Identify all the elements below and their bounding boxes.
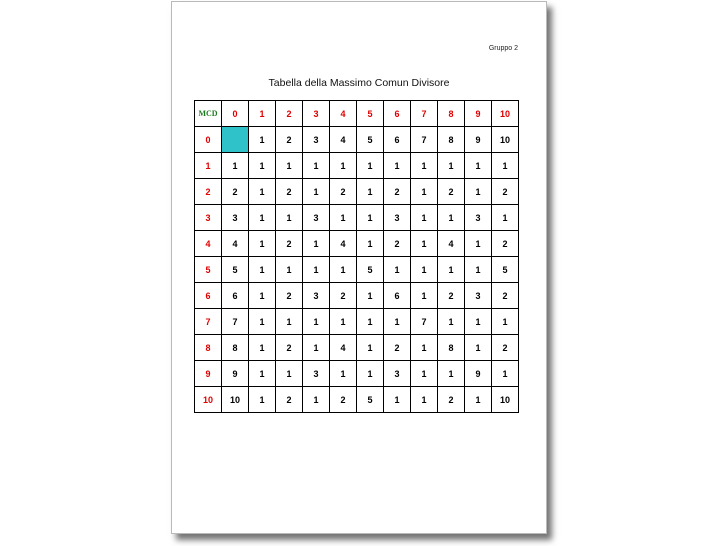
table-cell: 1 bbox=[411, 179, 438, 205]
row-header: 7 bbox=[195, 309, 222, 335]
gcd-table bbox=[194, 100, 519, 413]
table-cell: 2 bbox=[384, 231, 411, 257]
table-cell: 3 bbox=[303, 205, 330, 231]
table-cell: 2 bbox=[330, 179, 357, 205]
table-cell: 2 bbox=[276, 335, 303, 361]
table-cell: 3 bbox=[384, 361, 411, 387]
table-cell: 1 bbox=[303, 231, 330, 257]
table-cell: 1 bbox=[249, 387, 276, 413]
column-header: 2 bbox=[276, 101, 303, 127]
table-cell: 2 bbox=[492, 179, 519, 205]
table-cell: 5 bbox=[222, 257, 249, 283]
corner-label: MCD bbox=[195, 101, 222, 127]
table-row bbox=[195, 231, 519, 257]
table-cell: 1 bbox=[249, 205, 276, 231]
table-cell: 1 bbox=[357, 309, 384, 335]
table-cell: 1 bbox=[438, 257, 465, 283]
table-cell: 2 bbox=[222, 179, 249, 205]
table-cell: 5 bbox=[357, 257, 384, 283]
table-cell: 1 bbox=[249, 127, 276, 153]
table-cell: 9 bbox=[465, 127, 492, 153]
table-cell: 1 bbox=[465, 309, 492, 335]
table-cell: 1 bbox=[357, 361, 384, 387]
table-cell: 2 bbox=[276, 387, 303, 413]
row-header: 4 bbox=[195, 231, 222, 257]
table-cell: 1 bbox=[438, 361, 465, 387]
table-cell: 2 bbox=[438, 387, 465, 413]
table-cell: 5 bbox=[357, 127, 384, 153]
table-cell: 3 bbox=[384, 205, 411, 231]
table-cell: 1 bbox=[384, 153, 411, 179]
table-cell: 2 bbox=[492, 283, 519, 309]
table-cell: 1 bbox=[465, 387, 492, 413]
table-cell: 1 bbox=[438, 205, 465, 231]
table-cell: 1 bbox=[303, 387, 330, 413]
column-header: 0 bbox=[222, 101, 249, 127]
table-cell: 1 bbox=[249, 309, 276, 335]
table-cell: 7 bbox=[222, 309, 249, 335]
table-cell: 1 bbox=[249, 283, 276, 309]
document-page bbox=[171, 1, 547, 534]
table-cell: 1 bbox=[411, 205, 438, 231]
table-cell: 1 bbox=[357, 179, 384, 205]
table-cell: 9 bbox=[222, 361, 249, 387]
table-cell: 7 bbox=[411, 127, 438, 153]
table-cell: 2 bbox=[330, 283, 357, 309]
table-cell: 6 bbox=[384, 283, 411, 309]
table-cell: 1 bbox=[249, 335, 276, 361]
column-header: 3 bbox=[303, 101, 330, 127]
table-cell: 1 bbox=[303, 257, 330, 283]
table-cell: 1 bbox=[303, 179, 330, 205]
table-cell: 2 bbox=[384, 335, 411, 361]
table-cell: 4 bbox=[330, 127, 357, 153]
table-cell: 1 bbox=[357, 335, 384, 361]
table-cell: 2 bbox=[276, 179, 303, 205]
table-cell: 1 bbox=[303, 309, 330, 335]
table-cell: 1 bbox=[330, 205, 357, 231]
row-header: 8 bbox=[195, 335, 222, 361]
table-cell: 1 bbox=[276, 361, 303, 387]
table-cell: 1 bbox=[357, 231, 384, 257]
table-cell: 1 bbox=[249, 179, 276, 205]
table-cell: 1 bbox=[384, 309, 411, 335]
table-cell: 2 bbox=[438, 179, 465, 205]
table-cell: 1 bbox=[492, 153, 519, 179]
row-header: 3 bbox=[195, 205, 222, 231]
table-cell: 1 bbox=[276, 205, 303, 231]
table-cell: 6 bbox=[384, 127, 411, 153]
table-cell: 1 bbox=[249, 153, 276, 179]
table-cell: 3 bbox=[303, 361, 330, 387]
table-cell: 3 bbox=[465, 283, 492, 309]
table-cell: 1 bbox=[222, 153, 249, 179]
table-cell: 1 bbox=[465, 231, 492, 257]
table-cell: 10 bbox=[492, 127, 519, 153]
table-cell: 1 bbox=[411, 387, 438, 413]
table-cell: 3 bbox=[303, 127, 330, 153]
column-header: 5 bbox=[357, 101, 384, 127]
table-cell: 2 bbox=[276, 231, 303, 257]
row-header: 1 bbox=[195, 153, 222, 179]
table-cell: 4 bbox=[330, 231, 357, 257]
table-cell: 1 bbox=[492, 205, 519, 231]
table-cell: 1 bbox=[357, 205, 384, 231]
column-header: 10 bbox=[492, 101, 519, 127]
table-cell: 7 bbox=[411, 309, 438, 335]
table-row bbox=[195, 361, 519, 387]
header-row bbox=[195, 101, 519, 127]
table-cell: 3 bbox=[465, 205, 492, 231]
table-cell: 1 bbox=[303, 335, 330, 361]
column-header: 8 bbox=[438, 101, 465, 127]
table-cell: 2 bbox=[492, 335, 519, 361]
table-cell: 1 bbox=[330, 257, 357, 283]
table-cell: 4 bbox=[222, 231, 249, 257]
table-cell: 2 bbox=[438, 283, 465, 309]
column-header: 1 bbox=[249, 101, 276, 127]
table-cell: 1 bbox=[276, 309, 303, 335]
table-cell: 1 bbox=[492, 361, 519, 387]
row-header: 0 bbox=[195, 127, 222, 153]
table-cell: 1 bbox=[384, 387, 411, 413]
table-row bbox=[195, 153, 519, 179]
table-cell: 1 bbox=[438, 309, 465, 335]
table-cell: 1 bbox=[303, 153, 330, 179]
table-cell: 10 bbox=[222, 387, 249, 413]
table-cell: 1 bbox=[249, 257, 276, 283]
table-row bbox=[195, 387, 519, 413]
table-cell: 9 bbox=[465, 361, 492, 387]
row-header: 9 bbox=[195, 361, 222, 387]
page-title: Tabella della Massimo Comun Divisore bbox=[268, 77, 450, 89]
table-row bbox=[195, 335, 519, 361]
table-cell: 8 bbox=[438, 127, 465, 153]
table-cell: 10 bbox=[492, 387, 519, 413]
table-cell: 1 bbox=[465, 179, 492, 205]
table-cell: 2 bbox=[492, 231, 519, 257]
table-cell: 1 bbox=[411, 283, 438, 309]
table-cell: 1 bbox=[249, 361, 276, 387]
table-cell: 1 bbox=[384, 257, 411, 283]
table-cell: 3 bbox=[303, 283, 330, 309]
table-row bbox=[195, 179, 519, 205]
table-cell: 1 bbox=[330, 361, 357, 387]
table-cell: 1 bbox=[465, 335, 492, 361]
table-row bbox=[195, 205, 519, 231]
table-cell: 1 bbox=[411, 335, 438, 361]
table-cell: 8 bbox=[222, 335, 249, 361]
table-cell: 1 bbox=[249, 231, 276, 257]
row-header: 10 bbox=[195, 387, 222, 413]
table-cell: 5 bbox=[357, 387, 384, 413]
table-cell: 1 bbox=[411, 257, 438, 283]
table-cell: 2 bbox=[330, 387, 357, 413]
table-row bbox=[195, 309, 519, 335]
table-cell: 5 bbox=[492, 257, 519, 283]
table-cell: 1 bbox=[276, 257, 303, 283]
table-cell: 1 bbox=[492, 309, 519, 335]
table-cell: 1 bbox=[330, 153, 357, 179]
table-cell: 1 bbox=[465, 257, 492, 283]
table-cell: 1 bbox=[411, 153, 438, 179]
table-cell: 1 bbox=[357, 153, 384, 179]
table-row bbox=[195, 257, 519, 283]
table-cell: 1 bbox=[276, 153, 303, 179]
row-header: 5 bbox=[195, 257, 222, 283]
column-header: 7 bbox=[411, 101, 438, 127]
group-label: Gruppo 2 bbox=[488, 45, 518, 52]
row-header: 2 bbox=[195, 179, 222, 205]
row-header: 6 bbox=[195, 283, 222, 309]
column-header: 9 bbox=[465, 101, 492, 127]
table-row bbox=[195, 127, 519, 153]
table-cell: 1 bbox=[357, 283, 384, 309]
table-cell: 2 bbox=[276, 127, 303, 153]
table-cell: 1 bbox=[411, 231, 438, 257]
highlighted-empty-cell bbox=[222, 127, 249, 153]
table-cell: 2 bbox=[384, 179, 411, 205]
table-cell: 8 bbox=[438, 335, 465, 361]
table-cell: 1 bbox=[411, 361, 438, 387]
table-cell: 1 bbox=[330, 309, 357, 335]
table-cell: 4 bbox=[438, 231, 465, 257]
table-cell: 2 bbox=[276, 283, 303, 309]
table-cell: 1 bbox=[438, 153, 465, 179]
table-cell: 4 bbox=[330, 335, 357, 361]
table-cell: 6 bbox=[222, 283, 249, 309]
column-header: 4 bbox=[330, 101, 357, 127]
table-cell: 1 bbox=[465, 153, 492, 179]
table-cell: 3 bbox=[222, 205, 249, 231]
table-row bbox=[195, 283, 519, 309]
column-header: 6 bbox=[384, 101, 411, 127]
